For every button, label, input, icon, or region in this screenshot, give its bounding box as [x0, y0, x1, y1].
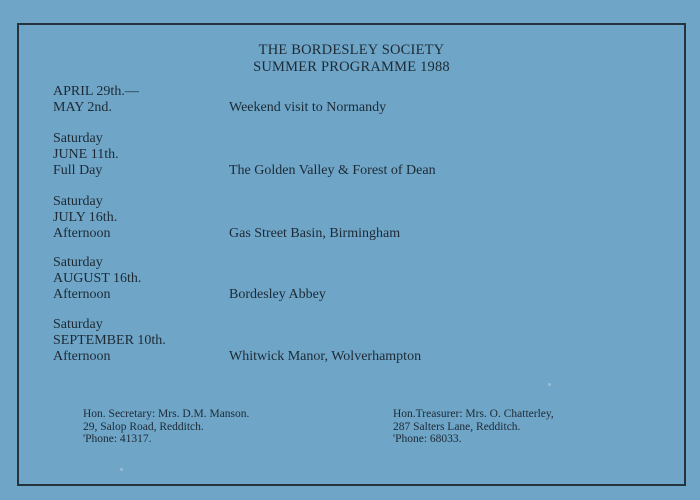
event-date-line: JUNE 11th.: [53, 147, 119, 162]
event-description: Gas Street Basin, Birmingham: [229, 226, 401, 241]
event-date: [53, 131, 223, 179]
event-date: [53, 317, 223, 365]
programme-title: SUMMER PROGRAMME 1988: [253, 59, 450, 75]
event-day: Saturday: [53, 194, 103, 209]
secretary-name: Hon. Secretary: Mrs. D.M. Manson.: [83, 408, 250, 420]
event-date-line: JULY 16th.: [53, 210, 118, 225]
event-duration: Afternoon: [53, 349, 111, 364]
event-duration: Afternoon: [53, 287, 111, 302]
paper-speck: [120, 468, 123, 471]
event-day: Saturday: [53, 131, 103, 146]
event-description: Bordesley Abbey: [229, 287, 326, 302]
event-date: [53, 194, 223, 242]
programme-header: [17, 42, 686, 76]
event-date-line: APRIL 29th.—: [53, 84, 139, 99]
treasurer-phone: 'Phone: 68033.: [393, 433, 462, 445]
event-date: [53, 84, 223, 116]
society-title: THE BORDESLEY SOCIETY: [258, 42, 445, 58]
event-day: Saturday: [53, 255, 103, 270]
event-date: [53, 255, 223, 303]
event-duration: Afternoon: [53, 226, 111, 241]
event-day: Saturday: [53, 317, 103, 332]
event-date-line: AUGUST 16th.: [53, 271, 142, 286]
treasurer-contact: [393, 408, 554, 446]
event-description: Whitwick Manor, Wolverhampton: [229, 349, 422, 364]
event-description: Weekend visit to Normandy: [229, 100, 387, 115]
secretary-phone: 'Phone: 41317.: [83, 433, 152, 445]
event-date-line: MAY 2nd.: [53, 100, 112, 115]
treasurer-address: 287 Salters Lane, Redditch.: [393, 420, 521, 433]
event-duration: Full Day: [53, 163, 103, 178]
secretary-contact: [83, 408, 249, 446]
event-description: The Golden Valley & Forest of Dean: [229, 163, 436, 178]
paper-speck: [548, 383, 551, 386]
event-date-line: SEPTEMBER 10th.: [53, 333, 166, 348]
secretary-address: 29, Salop Road, Redditch.: [83, 420, 204, 433]
treasurer-name: Hon.Treasurer: Mrs. O. Chatterley,: [393, 408, 554, 420]
